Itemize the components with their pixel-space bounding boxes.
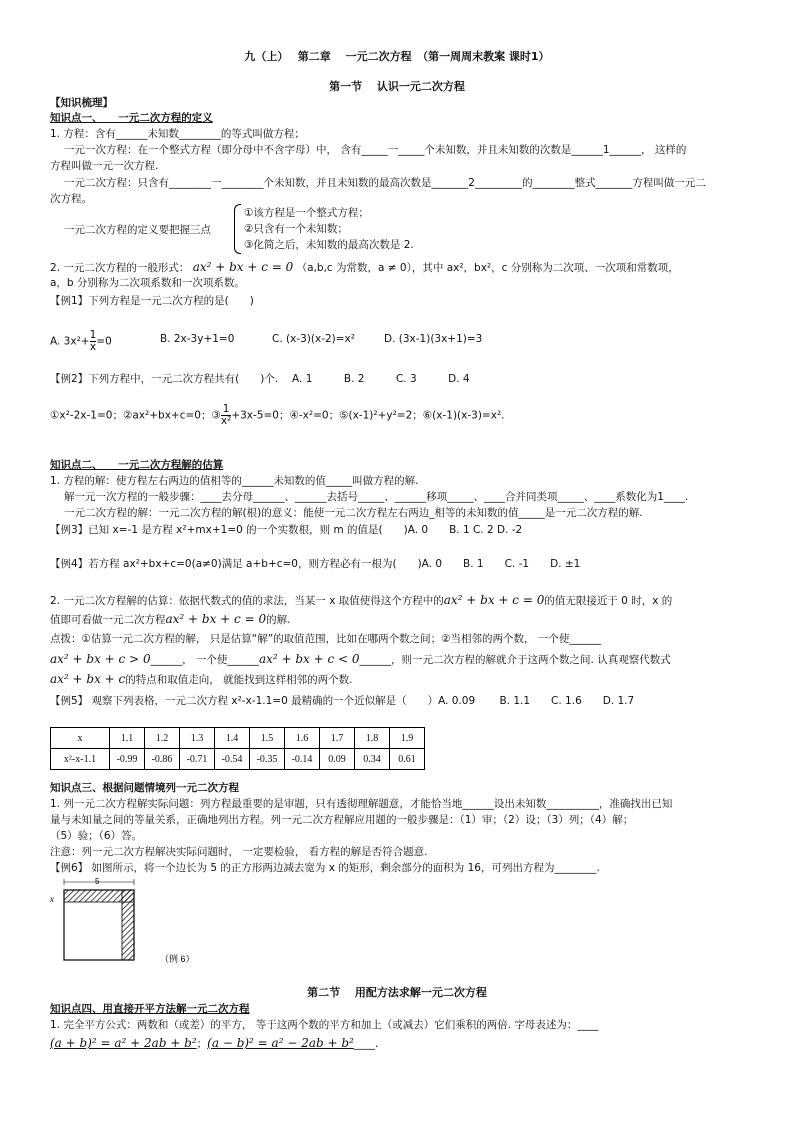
table-cell: -0.54	[215, 749, 250, 770]
example1-option-a-prefix: A. 3x²+	[50, 335, 90, 348]
example2-label: 【例2】下列方程中，一元二次方程共有( )个. A. 1 B. 2 C. 3 D. 4	[50, 373, 470, 385]
example1-option-a-suffix: =0	[96, 335, 112, 348]
general-form-suffix: （a,b,c 为常数，a ≠ 0），其中 ax²，bx²，c 分别称为二次项、一次项和常数项，	[296, 262, 679, 274]
example1-option-c: C. (x-3)(x-2)=x²	[272, 333, 355, 345]
formula-difference-square: (a − b)² = a² − 2ab + b²	[207, 1036, 354, 1050]
estimate-line2-formula: ax² + bx + c = 0	[165, 612, 267, 626]
table-cell: 1.4	[215, 728, 250, 749]
kp1-line4: 一元二次方程：只含有________一________个未知数，并且未知数的最高次数是_______2_________的________整式_______方程叫做一元二	[64, 177, 706, 189]
kp1-heading: 知识点一、 一元二次方程的定义	[50, 112, 213, 124]
tip-formula-negative: ax² + bx + c < 0	[258, 652, 360, 666]
table-cell: 0.09	[320, 749, 355, 770]
tip-line2	[50, 652, 671, 667]
example3-label: 【例3】已知 x=-1 是方程 x²+mx+1=0 的一个实数根，则 m 的值是( )A. 0 B. 1 C. 2 D. -2	[50, 524, 523, 536]
formula-separator: ；	[196, 1038, 208, 1050]
kp3-line1: 1. 列一元二次方程解实际问题：列方程最重要的是审题，只有透彻理解题意，才能恰当地______设出未知数__________，准确找出已知	[50, 798, 673, 810]
table-cell: 0.61	[390, 749, 425, 770]
kp1-line2: 一元一次方程：在一个整式方程（即分母中不含字母）中， 含有_____一_____个未知数，并且未知数的次数是______1______， 这样的	[64, 144, 687, 156]
table-cell: -0.99	[110, 749, 145, 770]
fraction-denominator: x	[89, 341, 97, 353]
kp2-line3: 一元二次方程的解：一元二次方程的解(根)的意义：能使一元二次方程左右两边_相等的未知数的值_____是一元二次方程的解.	[64, 507, 643, 519]
example2-fraction	[221, 404, 231, 427]
general-form-prefix: 2. 一元二次方程的一般形式：	[50, 262, 190, 274]
table-cell: 1.8	[355, 728, 390, 749]
kp4-heading: 知识点四、用直接开平方法解一元二次方程	[50, 1003, 250, 1015]
figure-caption: （例 6）	[160, 954, 195, 964]
table-row	[51, 728, 425, 749]
general-form-line2: a，b 分别称为二次项系数和一次项系数。	[50, 277, 245, 289]
kp3-heading: 知识点三、根据问题情境列一元二次方程	[50, 782, 239, 794]
fraction-denominator: x²	[220, 415, 232, 427]
estimate-line1-formula: ax² + bx + c = 0	[443, 593, 545, 607]
definition-item-1: ①该方程是一个整式方程；	[244, 207, 369, 219]
top-dimension-label: 5	[95, 877, 100, 886]
fraction-numerator: 1	[89, 329, 97, 341]
estimate-line2	[50, 612, 290, 627]
kp4-line1: 1. 完全平方公式：两数和（或差）的平方， 等于这两个数的平方和加上（或减去）它们乘积的两倍. 字母表述为：____	[50, 1019, 599, 1031]
tip-line2-middle: ______， 一个使______	[150, 654, 259, 666]
tip-line3-suffix: 的特点和取值走向， 就能找到这样相邻的两个数.	[125, 674, 353, 686]
right-strip	[122, 890, 134, 960]
general-form-formula: ax² + bx + c = 0	[192, 260, 294, 274]
definition-item-3: ③化简之后，未知数的最高次数是 2.	[244, 239, 414, 251]
table-header-x: x	[51, 728, 110, 749]
estimate-line2-prefix: 值即可看做一元二次方程	[50, 614, 166, 626]
table-cell: -0.14	[285, 749, 320, 770]
tip-formula-positive: ax² + bx + c > 0	[50, 652, 151, 666]
kp1-line1: 1. 方程：含有______未知数________的等式叫做方程；	[50, 128, 305, 140]
tip-line2-suffix: ______，则一元二次方程的解就介于这两个数之间. 认真观察代数式	[359, 654, 671, 666]
table-cell: -0.71	[180, 749, 215, 770]
estimate-line1-prefix: 2. 一元二次方程解的估算：依据代数式的值的求法，当某一 x 取值使得这个方程中的	[50, 595, 444, 607]
formula-tail: ____.	[353, 1038, 379, 1050]
kp3-line3: （5）验；（6）答。	[50, 830, 143, 842]
knowledge-tag: 【知识梳理】	[50, 97, 113, 109]
tip-line3-formula: ax² + bx + c	[50, 672, 126, 686]
definition-item-2: ②只含有一个未知数；	[244, 223, 348, 235]
table-cell: 1.3	[180, 728, 215, 749]
table-cell: 1.2	[145, 728, 180, 749]
example2-items-prefix: ①x²-2x-1=0；②ax²+bx+c=0；③	[50, 409, 221, 422]
table-cell: 0.34	[355, 749, 390, 770]
example1-option-b: B. 2x-3y+1=0	[160, 333, 235, 345]
kp3-line2: 量与未知量之间的等量关系，正确地列出方程。列一元二次方程解应用题的一般步骤是：（1）审；（2）设；（3）列；（4）解；	[50, 814, 634, 826]
formula-sum-square: (a + b)² = a² + 2ab + b²	[50, 1036, 197, 1050]
estimate-line2-suffix: 的解.	[266, 614, 291, 626]
square-figure	[48, 876, 208, 972]
general-form-line	[50, 260, 679, 275]
example4-label: 【例4】若方程 ax²+bx+c=0(a≠0)满足 a+b+c=0，则方程必有一根为( )A. 0 B. 1 C. -1 D. ±1	[50, 558, 581, 570]
table-cell: 1.7	[320, 728, 355, 749]
section-title: 第一节 认识一元二次方程	[329, 80, 465, 93]
example6-label: 【例6】 如图所示，将一个边长为 5 的正方形两边减去宽为 x 的矩形，剩余部分的面积为 16，可列出方程为________.	[50, 862, 600, 874]
kp2-line2: 解一元一次方程的一般步骤：____去分母______、______去括号_____、______移项_____、____合并同类项_____、____系数化为1____.	[64, 491, 689, 503]
kp1-line3: 方程叫做一元一次方程.	[50, 160, 159, 172]
table-cell: -0.86	[145, 749, 180, 770]
square-formulas	[50, 1036, 378, 1051]
kp2-line1: 1. 方程的解：使方程左右两边的值相等的______未知数的值_____叫做方程的解.	[50, 475, 419, 487]
table-header-expression: x²-x-1.1	[51, 749, 110, 770]
definition-lead: 一元二次方程的定义要把握三点	[64, 224, 211, 236]
fraction-numerator: 1	[222, 403, 230, 415]
side-dimension-label: x	[50, 894, 54, 904]
estimate-line1-suffix: 的值无限接近于 0 时，x 的	[544, 595, 673, 607]
example2-items	[50, 404, 505, 427]
example1-option-d: D. (3x-1)(3x+1)=3	[384, 333, 483, 345]
example2-items-suffix: +3x-5=0；④-x²=0；⑤(x-1)²+y²=2；⑥(x-1)(x-3)=x².	[231, 409, 505, 422]
table-cell: 1.6	[285, 728, 320, 749]
estimate-line1	[50, 593, 672, 608]
definition-brace	[234, 204, 241, 254]
table-cell: 1.1	[110, 728, 145, 749]
estimation-table	[50, 727, 425, 770]
tip-line3	[50, 672, 352, 687]
table-cell: 1.5	[250, 728, 285, 749]
table-cell: -0.35	[250, 749, 285, 770]
tip-line1: 点拨：①估算一元二次方程的解， 只是估算“解”的取值范围，比如在哪两个数之间；②当相邻的两个数， 一个使______	[50, 633, 601, 645]
kp3-note: 注意：列一元二次方程解决实际问题时， 一定要检验， 看方程的解是否符合题意.	[50, 846, 428, 858]
example5-label: 【例5】 观察下列表格，一元二次方程 x²-x-1.1=0 最精确的一个近似解是（ ）A. 0.09 B. 1.1 C. 1.6 D. 1.7	[50, 695, 635, 707]
document-title: 九（上） 第二章 一元二次方程 （第一周周末教案 课时1）	[244, 50, 550, 63]
kp2-heading: 知识点二、 一元二次方程解的估算	[50, 459, 224, 471]
example1-options	[50, 330, 112, 353]
section2-title: 第二节 用配方法求解一元二次方程	[307, 986, 487, 999]
table-cell: 1.9	[390, 728, 425, 749]
kp1-line5: 次方程。	[50, 193, 92, 205]
example1-label: 【例1】下列方程是一元二次方程的是( )	[50, 295, 254, 307]
table-row	[51, 749, 425, 770]
